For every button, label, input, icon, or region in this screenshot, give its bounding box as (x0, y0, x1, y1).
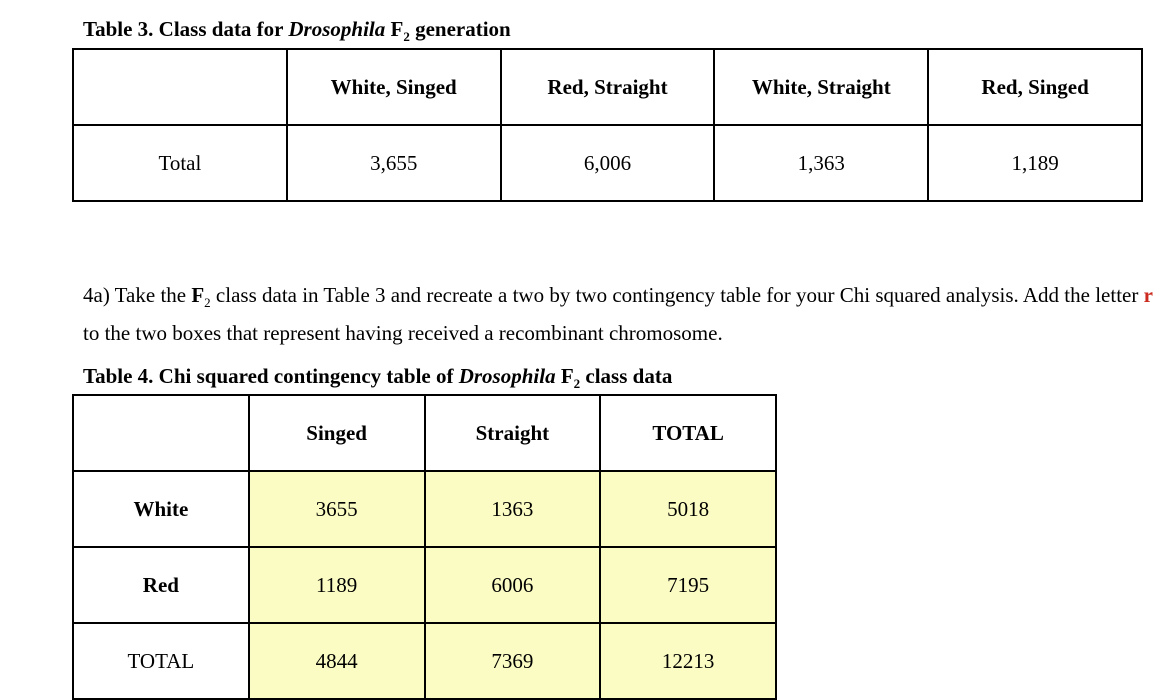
value-cell[interactable]: 3,655 (287, 125, 501, 201)
header-cell-singed: Singed (249, 395, 425, 471)
class-data-table (72, 48, 1143, 202)
header-cell-straight: Straight (425, 395, 601, 471)
recombinant-letter: r (1143, 283, 1153, 307)
contingency-table (72, 394, 777, 700)
instruction-text: 4a) Take the $F_2$ class data in Table 3 and recreate a two by two contingency table for your Chi squared analysis. Add the letter r to the two boxes that represent having received a recombinant chromosome. (83, 283, 1153, 346)
value-cell[interactable]: 1,189 (928, 125, 1142, 201)
row-label-white: White (73, 471, 249, 547)
row-label-total: TOTAL (73, 623, 249, 699)
table4-caption: Table 4. Chi squared contingency table of Drosophila $F_2$ class data (83, 364, 673, 392)
row-label-total: Total (73, 125, 287, 201)
table-row (73, 547, 776, 623)
header-cell-empty (73, 395, 249, 471)
input-cell[interactable]: 5018 (600, 471, 776, 547)
input-cell[interactable]: 7195 (600, 547, 776, 623)
row-label-red: Red (73, 547, 249, 623)
input-cell[interactable]: 1189 (249, 547, 425, 623)
table-header-row (73, 49, 1142, 125)
table-row (73, 471, 776, 547)
input-cell[interactable]: 12213 (600, 623, 776, 699)
table-row (73, 125, 1142, 201)
input-cell[interactable]: 6006 (425, 547, 601, 623)
header-cell-empty (73, 49, 287, 125)
header-cell-white-straight: White, Straight (714, 49, 928, 125)
header-cell-total: TOTAL (600, 395, 776, 471)
input-cell[interactable]: 1363 (425, 471, 601, 547)
input-cell[interactable]: 3655 (249, 471, 425, 547)
table3-caption: Table 3. Class data for Drosophila $F_2$ generation (83, 17, 511, 45)
input-cell[interactable]: 4844 (249, 623, 425, 699)
value-cell[interactable]: 6,006 (501, 125, 715, 201)
header-cell-white-singed: White, Singed (287, 49, 501, 125)
table-header-row (73, 395, 776, 471)
header-cell-red-straight: Red, Straight (501, 49, 715, 125)
input-cell[interactable]: 7369 (425, 623, 601, 699)
header-cell-red-singed: Red, Singed (928, 49, 1142, 125)
value-cell[interactable]: 1,363 (714, 125, 928, 201)
table-row (73, 623, 776, 699)
